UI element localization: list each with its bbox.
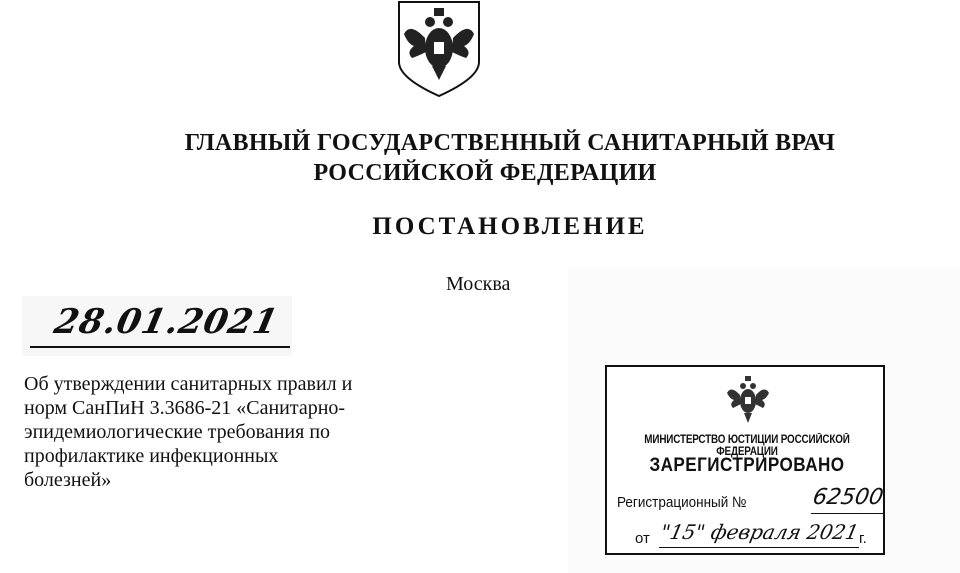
subject-line: эпидемиологические требования по [24,421,331,443]
stamp-year-suffix: г. [859,530,867,547]
stamp-ministry: МИНИСТЕРСТВО ЮСТИЦИИ РОССИЙСКОЙ ФЕДЕРАЦИИ [644,434,850,458]
stamp-coat-of-arms-icon [725,373,771,427]
date-underline [30,346,290,348]
stamp-from-label: от [635,530,650,547]
stamp-registration-label: Регистрационный № [617,494,747,511]
document-date: 28.01.2021 [50,302,283,342]
subject-line: Об утверждении санитарных правил и [24,373,353,395]
stamp-date-underline [659,547,859,548]
stamp-registration-date: "15" февраля 2021 [658,520,861,544]
stamp-registered-label: ЗАРЕГИСТРИРОВАНО [649,455,845,476]
stamp-number-underline [811,513,883,514]
document-subject [24,372,444,492]
issuer-title-line1: ГЛАВНЫЙ ГОСУДАРСТВЕННЫЙ САНИТАРНЫЙ ВРАЧ [184,130,836,156]
issuer-title-line2: РОССИЙСКОЙ ФЕДЕРАЦИИ [313,160,657,186]
document-type: ПОСТАНОВЛЕНИЕ [372,213,648,240]
city-name: Москва [446,273,511,295]
subject-line: болезней» [24,469,112,491]
registration-stamp [605,365,885,555]
stamp-registration-number: 62500 [810,485,886,510]
subject-line: норм СанПиН 3.3686-21 «Санитарно- [24,397,346,419]
subject-line: профилактике инфекционных [24,445,279,467]
coat-of-arms-icon [396,0,482,98]
